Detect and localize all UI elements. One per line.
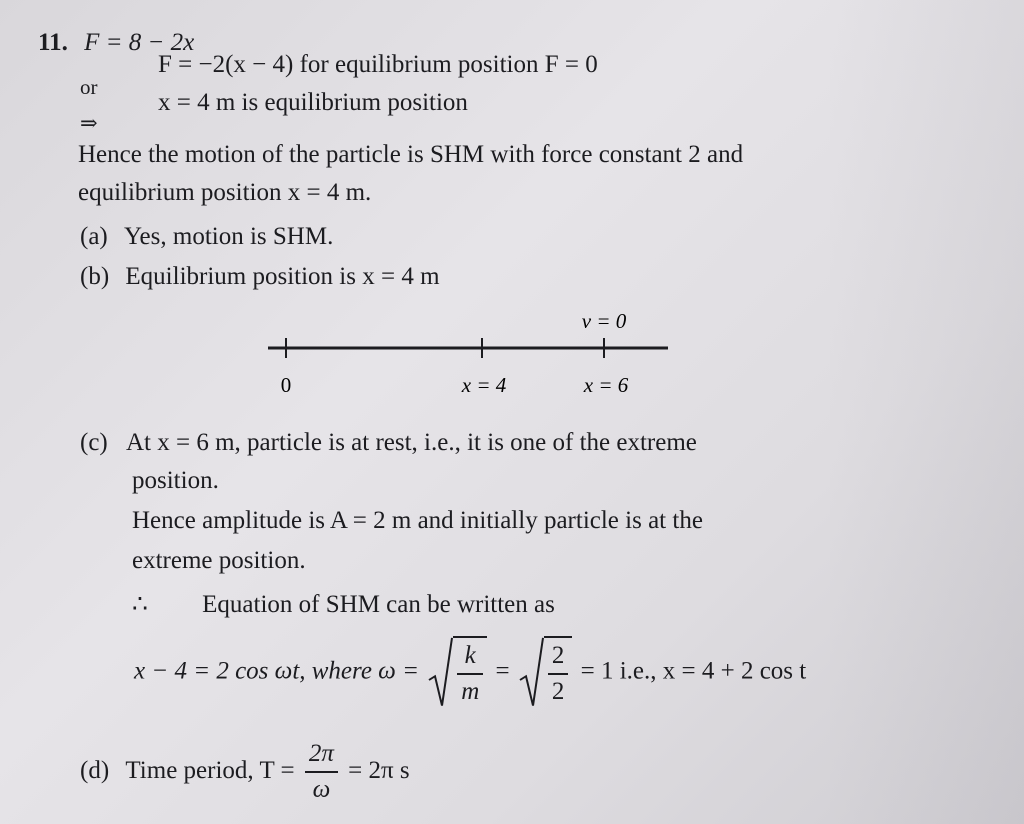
fraction-2-top: 2 (548, 639, 569, 675)
part-a-label: (a) (80, 223, 108, 250)
part-c-text-3: Hence amplitude is A = 2 m and initially particle is at the (132, 507, 703, 534)
period-numerator: 2π (305, 737, 338, 773)
radical-sign-2 (518, 636, 544, 709)
part-c-text-1: At x = 6 m, particle is at rest, i.e., it is one of the extreme (126, 429, 697, 456)
period-fraction (305, 737, 338, 807)
part-d-label: (d) (80, 757, 110, 784)
part-c-text-4: extreme position. (132, 547, 306, 574)
part-c-label: (c) (80, 429, 108, 456)
equilibrium-line: x = 4 m is equilibrium position (158, 89, 468, 116)
conclusion-line-1: Hence the motion of the particle is SHM with force constant 2 and (78, 141, 744, 168)
shm-equation (134, 636, 806, 709)
therefore-symbol: ∴ (132, 591, 148, 618)
part-b-text: Equilibrium position is x = 4 m (125, 263, 440, 290)
radical-sign-1 (427, 636, 453, 709)
part-c-text-2: position. (132, 467, 219, 494)
period-denominator: ω (312, 776, 331, 804)
velocity-label: v = 0 (581, 309, 627, 333)
therefore-line (132, 590, 555, 620)
fraction-m: m (461, 678, 480, 706)
part-b (80, 262, 440, 292)
fraction-2-bottom: 2 (551, 678, 565, 706)
position-axis-figure (0, 300, 1024, 410)
equation-rhs: = 1 i.e., x = 4 + 2 cos t (580, 657, 807, 685)
part-c (80, 428, 697, 458)
tick-label-4: x = 4 (461, 373, 507, 397)
or-label: or (80, 75, 98, 99)
fraction-k: k (457, 639, 483, 675)
part-a-text: Yes, motion is SHM. (124, 223, 334, 250)
conclusion-line-2: equilibrium position x = 4 m. (78, 179, 372, 206)
period-result: = 2π s (348, 757, 410, 784)
equals-sign: = (495, 657, 510, 685)
force-equation: F = 8 − 2x (84, 29, 195, 56)
part-d (80, 736, 410, 807)
implies-arrow: ⇒ (80, 111, 98, 135)
force-rewrite-line: F = −2(x − 4) for equilibrium position F = 0 (158, 51, 598, 78)
background-shadow (824, 0, 1024, 824)
tick-label-6: x = 6 (583, 373, 629, 397)
equation-lhs: x − 4 = 2 cos ωt, where ω = (134, 657, 419, 685)
question-number: 11. (38, 29, 68, 56)
equation-intro: Equation of SHM can be written as (202, 591, 555, 618)
part-b-label: (b) (80, 263, 110, 290)
sqrt-k-over-m (427, 636, 487, 709)
tick-label-0: 0 (280, 373, 292, 397)
part-a (80, 222, 333, 252)
sqrt-2-over-2 (518, 636, 573, 709)
part-d-text: Time period, T = (125, 757, 295, 784)
